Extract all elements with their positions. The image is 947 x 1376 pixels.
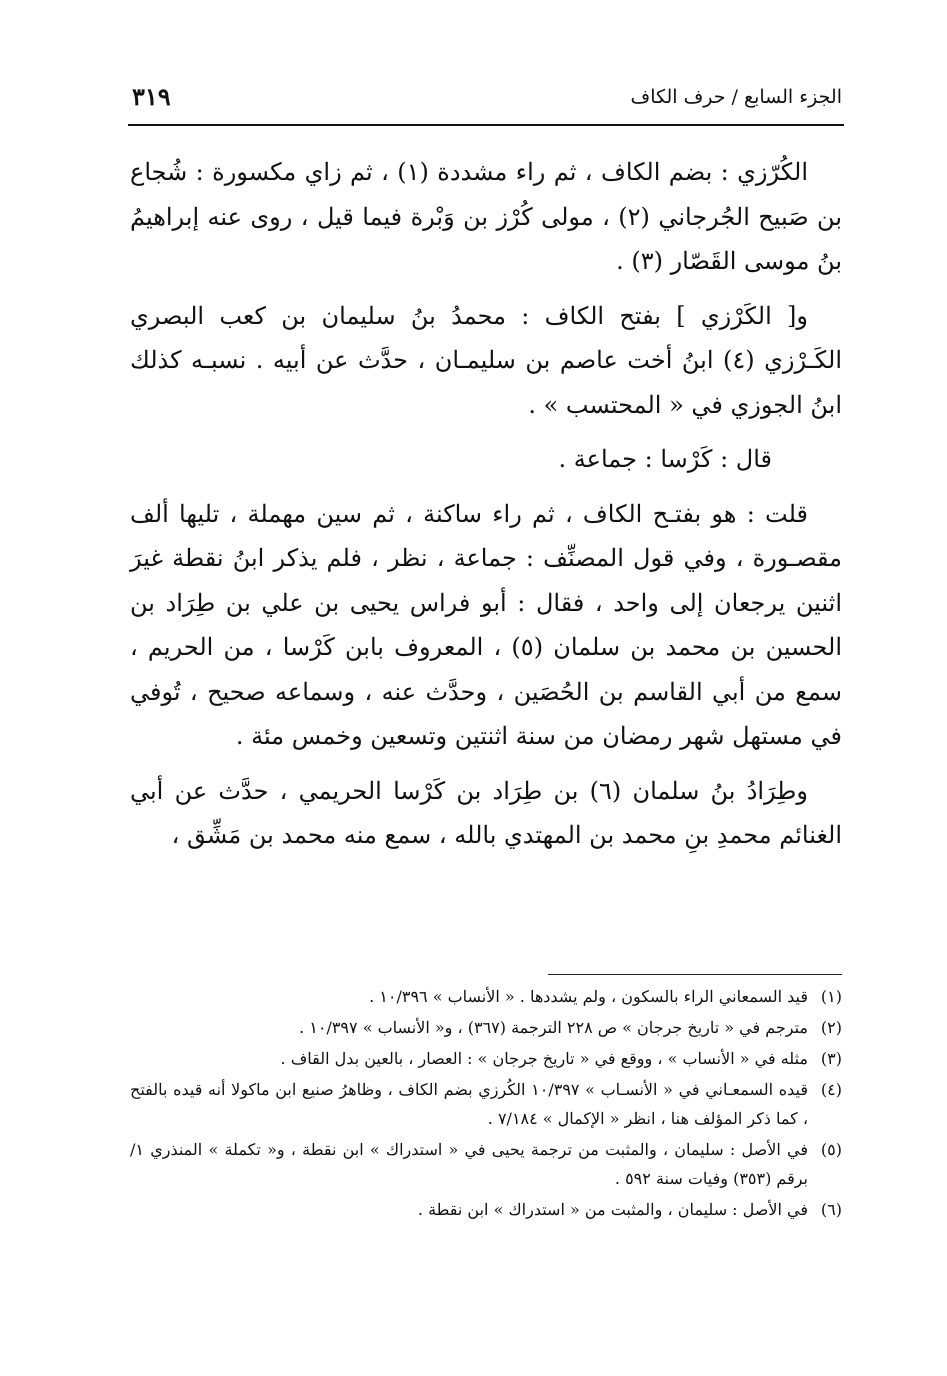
- footnote-text: مثله في « الأنساب » ، ووقع في « تاريخ جرجان » : العصار ، بالعين بدل القاف .: [280, 1049, 808, 1068]
- footnote-item: [130, 1013, 842, 1042]
- footnote-divider: [548, 974, 842, 975]
- footnote-item: [130, 1075, 842, 1133]
- paragraph-tirad: وطِرَادُ بنُ سلمان (٦) بن طِرَاد بن كَرْسا الحريمي ، حدَّث عن أبي الغنائم محمدِ بنِ محمد بن المهتدي بالله ، سمع منه محمد بن مَشِّق ،: [130, 776, 842, 849]
- footnote-number: (٦): [820, 1200, 842, 1219]
- footnote-number: (٢): [820, 1018, 842, 1037]
- footnote-text: مترجم في « تاريخ جرجان » ص ٢٢٨ الترجمة (٣٦٧) ، و« الأنساب » ١٠/٣٩٧ .: [299, 1018, 808, 1037]
- running-title: الجزء السابع / حرف الكاف: [630, 86, 842, 108]
- footnote-item: [130, 982, 842, 1011]
- paragraph-karrazi: الكُرّزي : بضم الكاف ، ثم راء مشددة (١) ، ثم زاي مكسورة : شُجاع بن صَبيح الجُرجاني (٢) ، مولى كُرْز بن وَبْرة فيما قيل ، روى عنه إبراهيمُ بنُ موسى القَصّار (٣) .: [130, 158, 842, 275]
- footnote-item: [130, 1135, 842, 1193]
- main-text: [130, 150, 842, 868]
- paragraph-karsa-quote: قال : كَرْسا : جماعة .: [558, 445, 772, 473]
- header-divider: [128, 124, 844, 126]
- page-number: ٣١٩: [132, 82, 171, 111]
- footnote-number: (٥): [820, 1140, 842, 1159]
- footnotes: [130, 982, 842, 1226]
- footnote-number: (١): [820, 987, 842, 1006]
- footnote-number: (٤): [820, 1080, 842, 1099]
- footnote-text: في الأصل : سليمان ، والمثبت من ترجمة يحيى في « استدراك » ابن نقطة ، و« تكملة » المنذري ١/ برقم (٣٥٣) وفيات سنة ٥٩٢ .: [130, 1140, 808, 1188]
- paragraph-karsa-comment: قلت : هو بفتـح الكاف ، ثم راء ساكنة ، ثم سين مهملة ، تليها ألف مقصـورة ، وفي قول المصنِّف : جماعة ، نظر ، فلم يذكر ابنُ نقطة غيرَ اثنين يرجعان إلى واحد ، فقال : أبو فراس يحيى بن علي بن طِرَاد بن الحسين بن محمد بن سلمان (٥) ، المعروف بابن كَرْسا ، من الحريم ، سمع من أبي القاسم بن الحُصَين ، وحدَّث عنه ، وسماعه صحيح ، تُوفي في مستهل شهر رمضان من سنة اثنتين وتسعين وخمس مئة .: [130, 499, 842, 750]
- paragraph-karzi: و[ الكَرْزي ] بفتح الكاف : محمدُ بنُ سليمان بن كعب البصري الكَـرْزي (٤) ابنُ أخت عاصم بن سليمـان ، حدَّث عن أبيه . نسبـه كذلك ابنُ الجوزي في « المحتسب » .: [130, 301, 842, 419]
- footnote-text: قيد السمعاني الراء بالسكون ، ولم يشددها . « الأنساب » ١٠/٣٩٦ .: [369, 987, 808, 1006]
- footnote-number: (٣): [820, 1049, 842, 1068]
- page-header: [130, 80, 842, 124]
- footnote-item: [130, 1044, 842, 1073]
- footnote-text: في الأصل : سليمان ، والمثبت من « استدراك » ابن نقطة .: [417, 1200, 808, 1219]
- footnote-item: [130, 1195, 842, 1224]
- footnote-text: قيده السمعـاني في « الأنسـاب » ١٠/٣٩٧ الكُرزي بضم الكاف ، وظاهرُ صنيع ابن ماكولا أنه قيده بالفتح ، كما ذكر المؤلف هنا ، انظر « الإكمال » ٧/١٨٤ .: [130, 1080, 809, 1128]
